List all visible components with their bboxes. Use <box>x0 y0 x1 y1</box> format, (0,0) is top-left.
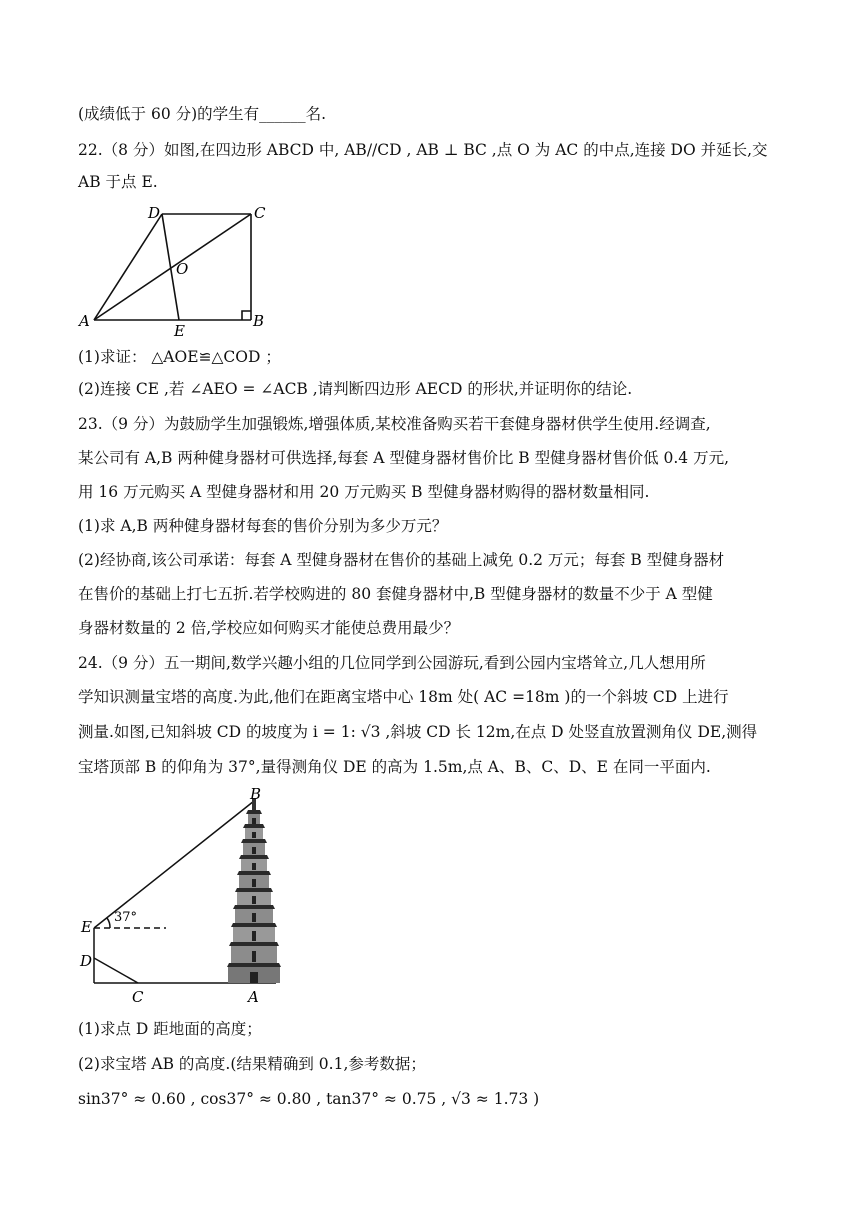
q23-line-3: 用 16 万元购买 A 型健身器材和用 20 万元购买 B 型健身器材购得的器材数量相同. <box>78 483 650 501</box>
segment-ac <box>94 214 251 320</box>
label-d: D <box>148 204 161 222</box>
label-a: A <box>79 312 90 330</box>
q24-part1: (1)求点 D 距地面的高度； <box>78 1020 262 1038</box>
q23-part1: (1)求 A,B 两种健身器材每套的售价分别为多少万元？ <box>78 517 448 535</box>
label-b: B <box>250 785 262 803</box>
q22-line-2: AB 于点 E. <box>78 173 158 191</box>
figure-pagoda <box>76 782 296 1012</box>
q21-tail-line: (成绩低于 60 分)的学生有______名. <box>78 105 327 123</box>
q23-part2-line-2: 在售价的基础上打七五折.若学校购进的 80 套健身器材中,B 型健身器材的数量不少于 A 型健 <box>78 585 713 603</box>
q24-line-1: 24.（9 分）五一期间,数学兴趣小组的几位同学到公园游玩,看到公园内宝塔耸立,几人想用所 <box>78 654 706 672</box>
pagoda-image <box>227 798 281 983</box>
q23-part2-line-1: (2)经协商,该公司承诺：每套 A 型健身器材在售价的基础上减免 0.2 万元；每套 B 型健身器材 <box>78 551 725 569</box>
figure-quadrilateral <box>76 198 276 338</box>
q24-part2: (2)求宝塔 AB 的高度.(结果精确到 0.1,参考数据； <box>78 1055 426 1073</box>
label-e: E <box>81 918 92 936</box>
right-angle-mark <box>242 311 251 320</box>
label-e: E <box>174 322 185 338</box>
label-c: C <box>254 204 266 222</box>
q24-line-3: 测量.如图,已知斜坡 CD 的坡度为 i = 1: √3 ,斜坡 CD 长 12m,在点 D 处竖直放置测角仪 DE,测得 <box>78 723 758 741</box>
q24-line-2: 学知识测量宝塔的高度.为此,他们在距离宝塔中心 18m 处( AC =18m )的一个斜坡 CD 上进行 <box>78 688 729 706</box>
label-b: B <box>253 312 265 330</box>
slope-dc <box>94 958 138 983</box>
label-c: C <box>132 988 144 1006</box>
q23-line-2: 某公司有 A,B 两种健身器材可供选择,每套 A 型健身器材售价比 B 型健身器材售价低 0.4 万元, <box>78 449 730 467</box>
q23-part2-line-3: 身器材数量的 2 倍,学校应如何购买才能使总费用最少？ <box>78 619 460 637</box>
segment-ad <box>94 214 162 320</box>
sightline-eb <box>94 801 254 928</box>
label-a: A <box>248 988 259 1006</box>
label-d: D <box>80 952 93 970</box>
label-o: O <box>176 260 189 278</box>
q22-line-1: 22.（8 分）如图,在四边形 ABCD 中, AB//CD , AB ⊥ BC ,点 O 为 AC 的中点,连接 DO 并延长,交 <box>78 141 768 159</box>
q24-line-4: 宝塔顶部 B 的仰角为 37°,量得测角仪 DE 的高为 1.5m,点 A、B、C、D、E 在同一平面内. <box>78 758 711 776</box>
angle-label: 37° <box>114 910 138 925</box>
q24-reference-data: sin37° ≈ 0.60 , cos37° ≈ 0.80 , tan37° ≈ 0.75 , √3 ≈ 1.73 ) <box>78 1090 540 1108</box>
angle-arc <box>107 918 110 928</box>
q22-part1: (1)求证： △AOE≌△COD ； <box>78 348 281 366</box>
q22-part2: (2)连接 CE ,若 ∠AEO = ∠ACB ,请判断四边形 AECD 的形状,并证明你的结论. <box>78 380 633 398</box>
q23-line-1: 23.（9 分）为鼓励学生加强锻炼,增强体质,某校准备购买若干套健身器材供学生使用.经调查, <box>78 415 711 433</box>
